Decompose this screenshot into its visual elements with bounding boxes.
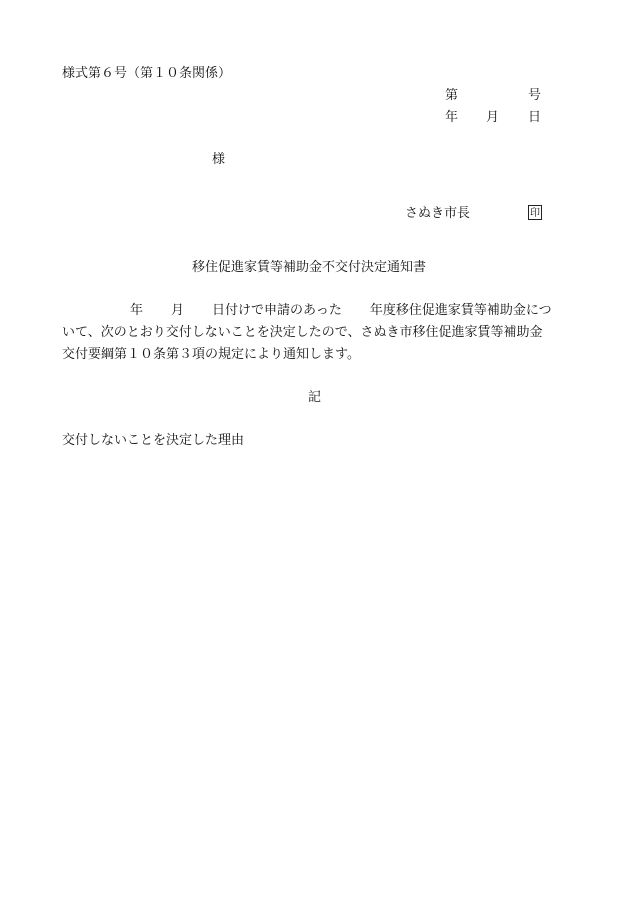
body-year: 年: [130, 303, 144, 318]
date-day: 日: [528, 110, 542, 125]
body-date-rest: 日付けで申請のあった: [212, 303, 342, 318]
body-paragraph: [62, 300, 582, 366]
body-line-1: [62, 300, 582, 322]
body-line-3: 交付要綱第１０条第３項の規定により通知します。: [62, 347, 360, 362]
addressee-suffix: 様: [212, 152, 226, 167]
date-month: 月: [486, 110, 500, 125]
doc-number-suffix: 号: [528, 88, 542, 103]
ki-heading: 記: [308, 390, 322, 405]
document-title: 移住促進家賃等補助金不交付決定通知書: [192, 260, 427, 275]
form-label: 様式第６号（第１０条関係）: [62, 66, 232, 81]
reason-label: 交付しないことを決定した理由: [62, 433, 245, 448]
seal-mark: 印: [528, 205, 542, 220]
doc-number-prefix: 第: [445, 88, 459, 103]
sender-name: さぬき市長: [405, 206, 471, 221]
body-line-2: いて、次のとおり交付しないことを決定したので、さぬき市移住促進家賃等補助金: [62, 325, 543, 340]
body-month: 月: [171, 303, 185, 318]
body-fiscal-year-tail: 年度移住促進家賃等補助金につ: [369, 303, 552, 318]
date-year: 年: [445, 110, 459, 125]
